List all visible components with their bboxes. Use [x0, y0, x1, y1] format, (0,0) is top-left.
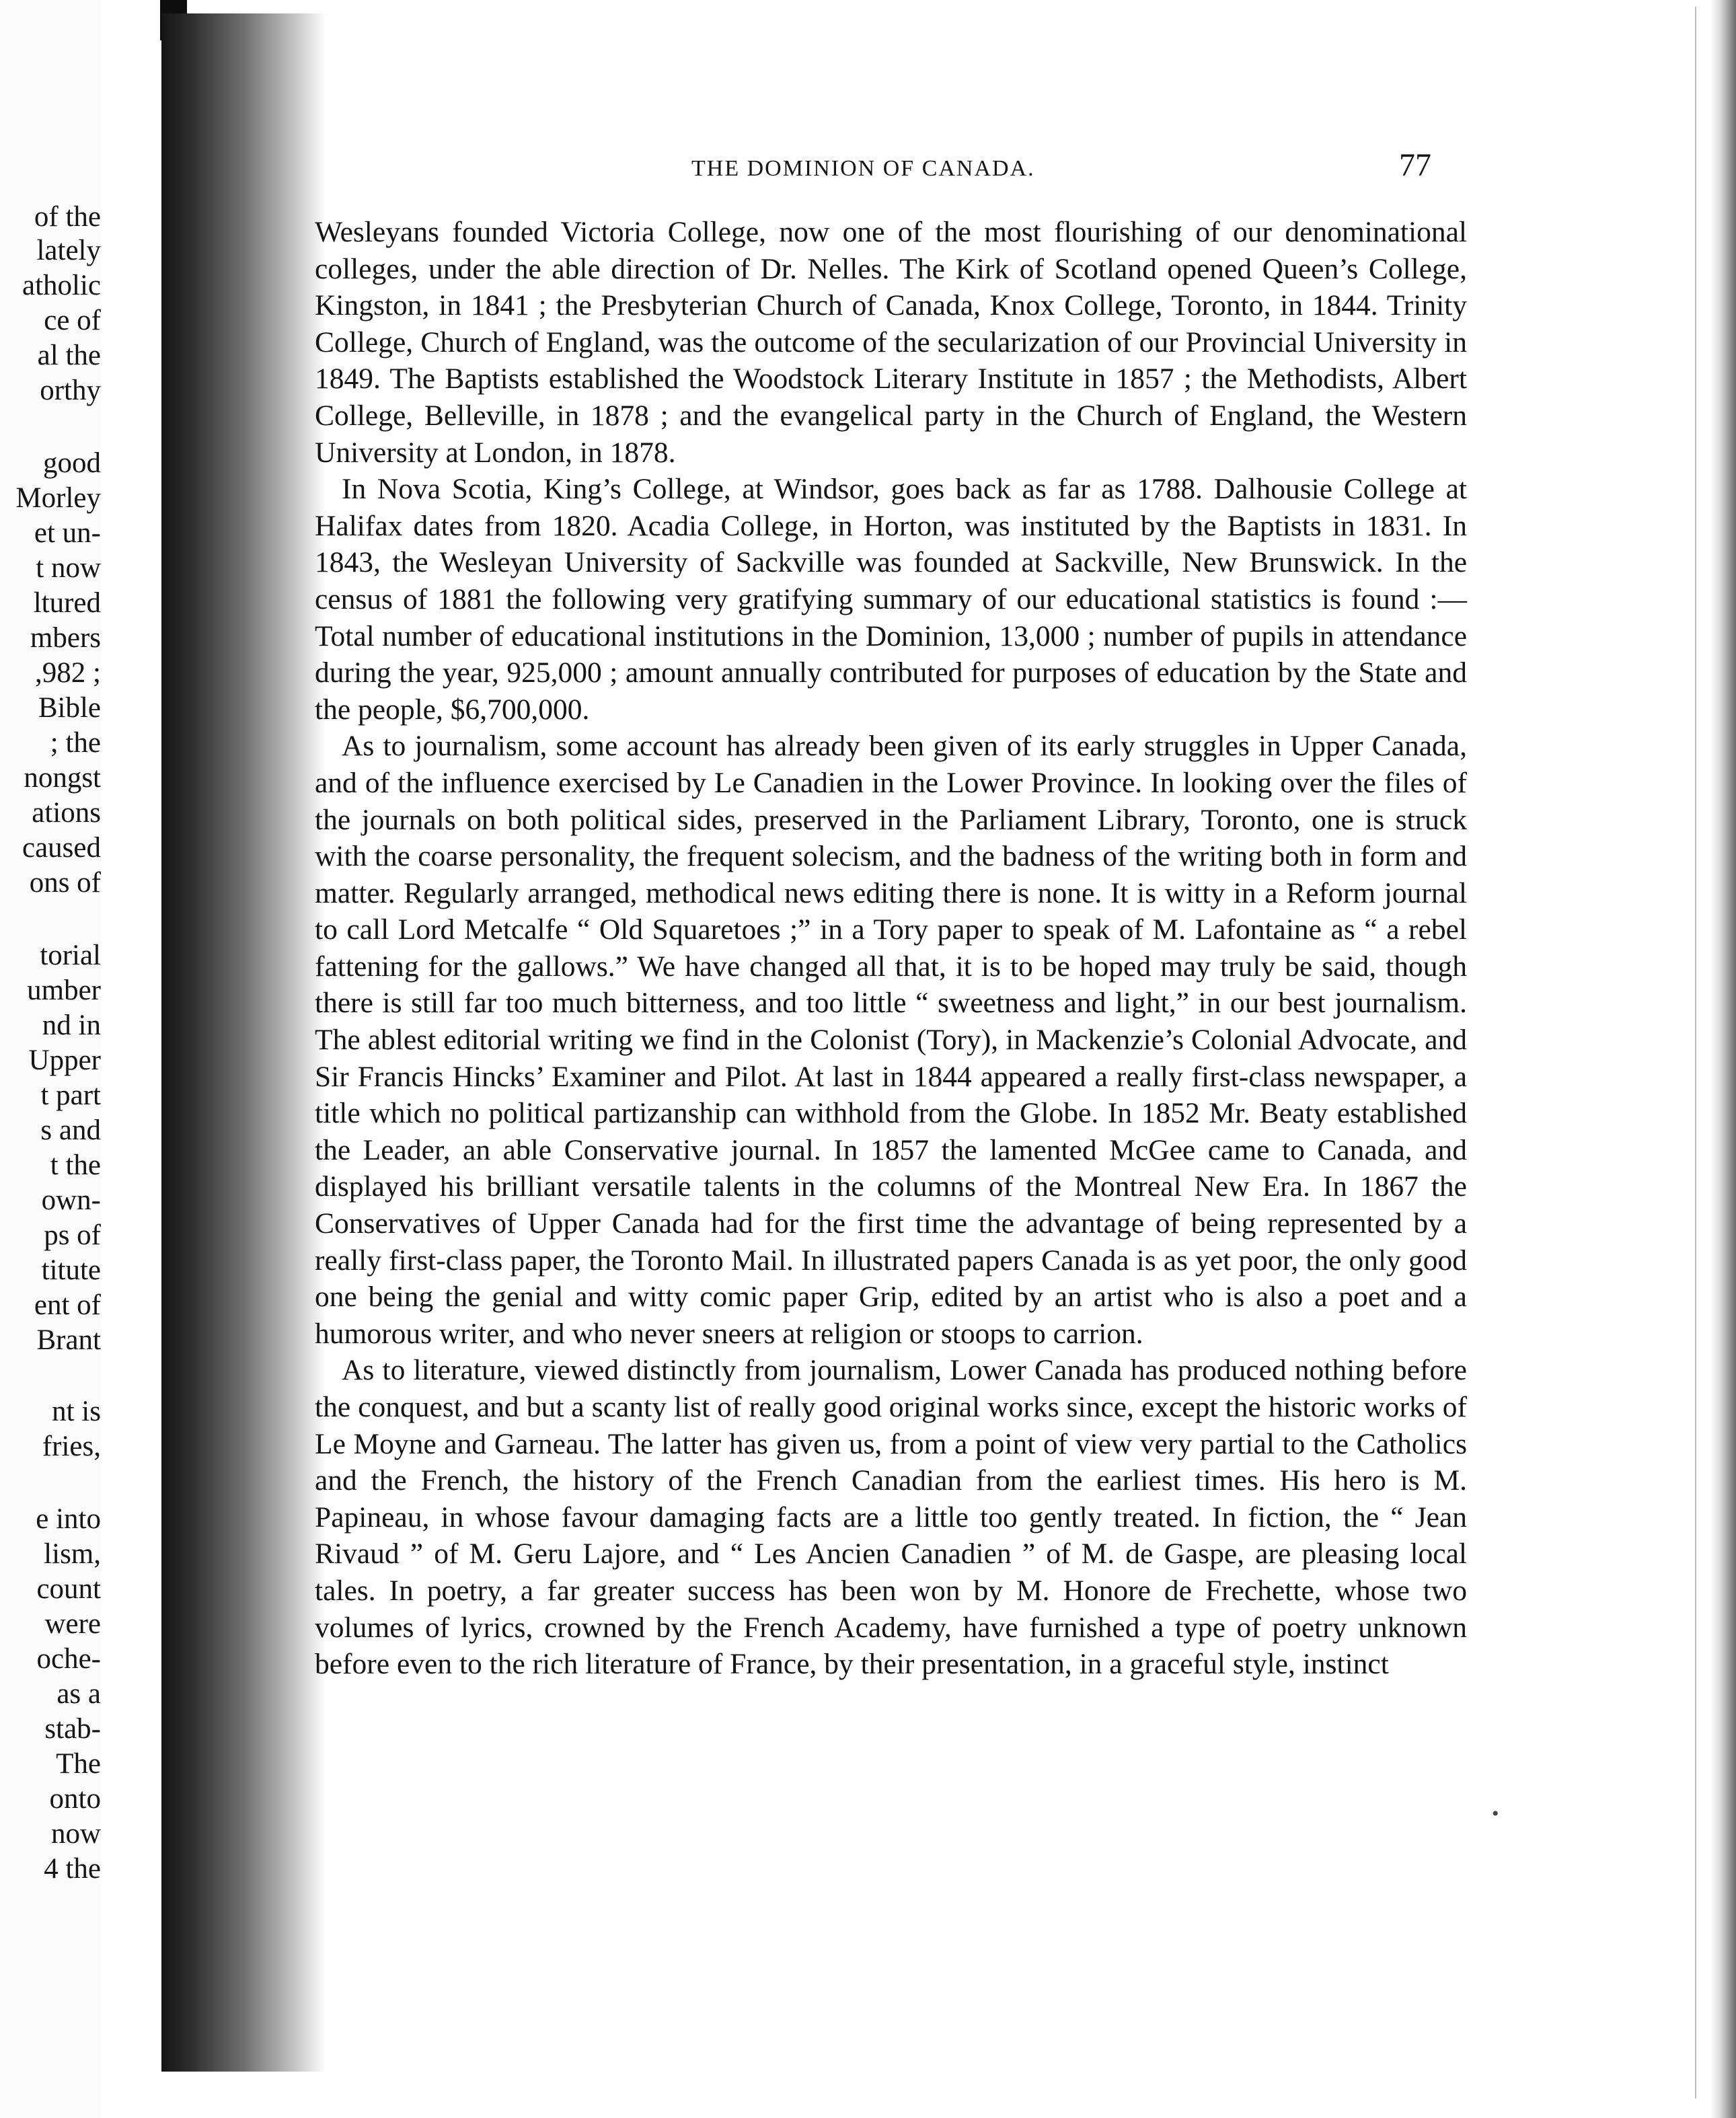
margin-fragment: t the — [50, 1149, 101, 1181]
margin-fragment: ltured — [33, 587, 101, 619]
paragraph: Wesleyans founded Victoria College, now one of the most flourishing of our denominational colleges, under the able direction of Dr. Nelles. The Kirk of Scotland opened Queen’s College, Kingston, in 1841 ; the Presbyterian Church of Canada, Knox College, Toronto, in 1844. Trinity College, Church of England, was the outcome of the secularization of our Provincial University in 1849. The Baptists established the Woodstock Literary Institute in 1857 ; the Methodists, Albert College, Belleville, in 1878 ; and the evangelical party in the Church of England, the Western University at London, in 1878. — [315, 216, 1467, 469]
margin-fragment: et un- — [34, 517, 101, 549]
margin-fragment: lism, — [44, 1538, 101, 1570]
margin-fragment: The — [56, 1748, 101, 1780]
margin-fragment: oche- — [36, 1643, 101, 1675]
margin-fragment: t part — [40, 1080, 101, 1111]
margin-fragment: were — [44, 1608, 101, 1640]
right-page-edge — [1710, 0, 1736, 2118]
margin-fragment: e into — [36, 1503, 101, 1535]
margin-fragment: al the — [37, 340, 101, 371]
margin-fragment: umber — [27, 975, 101, 1006]
paragraph: In Nova Scotia, King’s College, at Windsor, goes back as far as 1788. Dalhousie College at Halifax dates from 1820. Acadia College, in Horton, was instituted by the Baptists in 1831. In 1843, the Wesleyan University of Sackville was founded at Sackville, New Brunswick. In the census of 1881 the following very gratifying summary of our educational statistics is found :— Total number of educational institutions in the Dominion, 13,000 ; number of pupils in attendance during the year, 925,000 ; amount annually contributed for purposes of education by the State and the people, $6,700,000. — [315, 473, 1467, 726]
margin-fragment: nongst — [24, 762, 101, 794]
page-edge-line — [1695, 7, 1696, 2098]
margin-fragment: onto — [49, 1783, 101, 1815]
margin-fragment: titute — [41, 1254, 101, 1286]
margin-fragment: ,982 ; — [35, 657, 101, 689]
book-gutter-shadow — [161, 13, 326, 2072]
margin-fragment: as a — [56, 1678, 101, 1710]
margin-fragment: s and — [40, 1114, 101, 1146]
margin-fragment: Brant — [36, 1324, 101, 1356]
margin-fragment: own- — [41, 1184, 101, 1216]
margin-fragment: ations — [32, 797, 101, 829]
margin-fragment: Morley — [15, 482, 101, 514]
margin-fragment: ; the — [50, 727, 101, 759]
margin-fragment: good — [43, 447, 101, 479]
margin-fragment: ce of — [44, 305, 101, 336]
ink-speck: • — [1492, 1803, 1499, 1825]
margin-fragment: t now — [36, 552, 101, 584]
margin-fragment: Bible — [38, 692, 101, 724]
margin-fragment: Upper — [28, 1045, 101, 1076]
margin-fragment: stab- — [44, 1713, 101, 1745]
margin-fragment: fries, — [42, 1431, 101, 1462]
margin-fragment: nt is — [52, 1396, 101, 1427]
margin-fragment: ent of — [34, 1289, 101, 1321]
margin-fragment: nd in — [42, 1010, 101, 1041]
margin-fragment: mbers — [30, 622, 101, 654]
margin-fragment: orthy — [40, 375, 101, 406]
running-header: THE DOMINION OF CANADA. — [691, 156, 1035, 181]
margin-fragment: atholic — [22, 270, 101, 301]
margin-fragment: of the — [34, 201, 101, 233]
margin-fragment: count — [36, 1573, 101, 1605]
margin-fragment: now — [50, 1818, 101, 1850]
margin-fragment: ps of — [44, 1219, 101, 1251]
body-text — [315, 214, 1467, 1683]
margin-fragment: torial — [40, 940, 101, 971]
paragraph: As to journalism, some account has already been given of its early struggles in Upper Canada, and of the influence exercised by Le Canadien in the Lower Province. In looking over the files of the journals on both political sides, preserved in the Parliament Library, Toronto, one is struck with the coarse personality, the frequent solecism, and the badness of the writing both in form and matter. Regularly arranged, methodical news editing there is none. It is witty in a Reform journal to call Lord Metcalfe “ Old Squaretoes ;” in a Tory paper to speak of M. Lafontaine as “ a rebel fattening for the gallows.” We have changed all that, it is to be hoped may truly be said, though there is still far too much bitterness, and too little “ sweetness and light,” in our best journalism. The ablest editorial writing we find in the Colonist (Tory), in Mackenzie’s Colonial Advocate, and Sir Francis Hincks’ Examiner and Pilot. At last in 1844 appeared a really first-class newspaper, a title which no political partizanship can withhold from the Globe. In 1852 Mr. Beaty established the Leader, an able Conservative journal. In 1857 the lamented McGee came to Canada, and displayed his brilliant versatile talents in the columns of the Montreal New Era. In 1867 the Conservatives of Upper Canada had for the first time the advantage of being represented by a really first-class paper, the Toronto Mail. In illustrated papers Canada is as yet poor, the only good one being the genial and witty comic paper Grip, edited by an artist who is also a poet and a humorous writer, and who never sneers at religion or stoops to carrion. — [315, 730, 1467, 1350]
paragraph: As to literature, viewed distinctly from journalism, Lower Canada has produced nothing before the conquest, and but a scanty list of really good original works since, except the historic works of Le Moyne and Garneau. The latter has given us, from a point of view very partial to the Catholics and the French, the history of the French Canadian from the earliest times. His hero is M. Papineau, in whose favour damaging facts are a little too gently treated. In fiction, the “ Jean Rivaud ” of M. Geru Lajore, and “ Les Ancien Canadien ” of M. de Gaspe, are pleasing local tales. In poetry, a far greater success has been won by M. Honore de Frechette, whose two volumes of lyrics, crowned by the French Academy, have furnished a type of poetry unknown before even to the rich literature of France, by their presentation, in a graceful style, instinct — [315, 1354, 1467, 1681]
margin-fragment: 4 the — [44, 1853, 101, 1885]
page-number: 77 — [1399, 147, 1431, 183]
adjacent-page-margin — [0, 0, 101, 2118]
margin-fragment: lately — [36, 235, 101, 266]
margin-fragment: caused — [22, 832, 101, 864]
margin-fragment: ons of — [29, 867, 101, 899]
